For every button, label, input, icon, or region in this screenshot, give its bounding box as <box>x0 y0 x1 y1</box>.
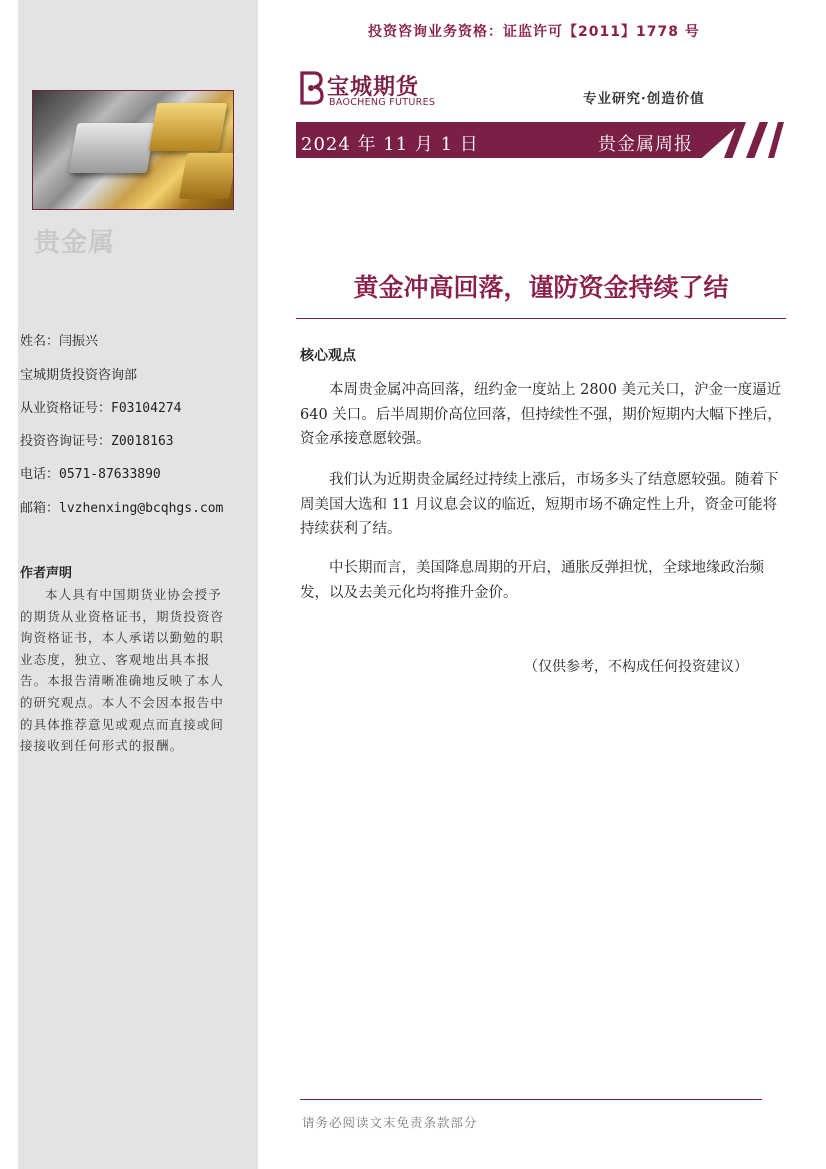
declaration-title: 作者声明 <box>20 566 73 581</box>
company-logo-icon <box>296 70 324 106</box>
declaration-text: 本人具有中国期货业协会授予的期货从业资格证书，期货投资咨询资格证书，本人承诺以勤勉的职业态度，独立、客观地出具本报告。本报告清晰准确地反映了本人的研究观点。本人不会因本报告中的具体推荐意见或观点而直接或间接接收到任何形式的报酬。 <box>20 587 225 754</box>
footer-note: 请务必阅读文末免责条款部分 <box>302 1115 478 1130</box>
headline: 黄金冲高回落，谨防资金持续了结 <box>353 273 729 302</box>
logo-text-en: BAOCHENG FUTURES <box>329 97 436 108</box>
banner-stripe <box>746 122 768 158</box>
footer-divider <box>300 1099 762 1100</box>
paragraph: 中长期而言，美国降息周期的开启，通胀反弹担忧，全球地缘政治频发，以及去美元化均将推升金价。 <box>300 560 764 601</box>
department: 宝城期货投资咨询部 <box>20 368 138 383</box>
divider <box>296 318 786 319</box>
core-view-title: 核心观点 <box>300 348 356 364</box>
silver-bar-graphic <box>69 123 156 173</box>
qualification-number: 从业资格证号：F03104274 <box>20 401 182 416</box>
gold-bar-graphic <box>179 153 234 199</box>
logo-text-cn: 宝城期货 <box>327 74 420 100</box>
paragraph: 本周贵金属冲高回落，纽约金一度站上 2800 美元关口，沪金一度逼近 640 关口。后半周期价高位回落，但持续性不强，期价短期内大幅下挫后，资金承接意愿较强。 <box>300 382 782 447</box>
slogan: 专业研究·创造价值 <box>583 91 705 107</box>
report-date: 2024 年 11 月 1 日 <box>301 134 479 155</box>
email[interactable]: 邮箱：lvzhenxing@bcqhgs.com <box>20 501 224 516</box>
qualification-license: 投资咨询业务资格：证监许可【2011】1778 号 <box>368 24 700 40</box>
disclaimer: （仅供参考，不构成任何投资建议） <box>524 659 748 675</box>
banner-stripe <box>768 122 784 158</box>
report-type: 贵金属周报 <box>598 134 693 155</box>
phone: 电话：0571-87633890 <box>20 467 161 482</box>
analyst-name: 姓名：闫振兴 <box>20 334 99 349</box>
category-label: 贵金属 <box>34 228 116 258</box>
precious-metals-image <box>32 90 234 210</box>
paragraph: 我们认为近期贵金属经过持续上涨后，市场多头了结意愿较强。随着下周美国大选和 11 月议息会议的临近，短期市场不确定性上升，资金可能将持续获利了结。 <box>300 472 779 537</box>
consulting-number: 投资咨询证号：Z0018163 <box>20 434 174 449</box>
gold-bar-graphic <box>149 103 227 151</box>
